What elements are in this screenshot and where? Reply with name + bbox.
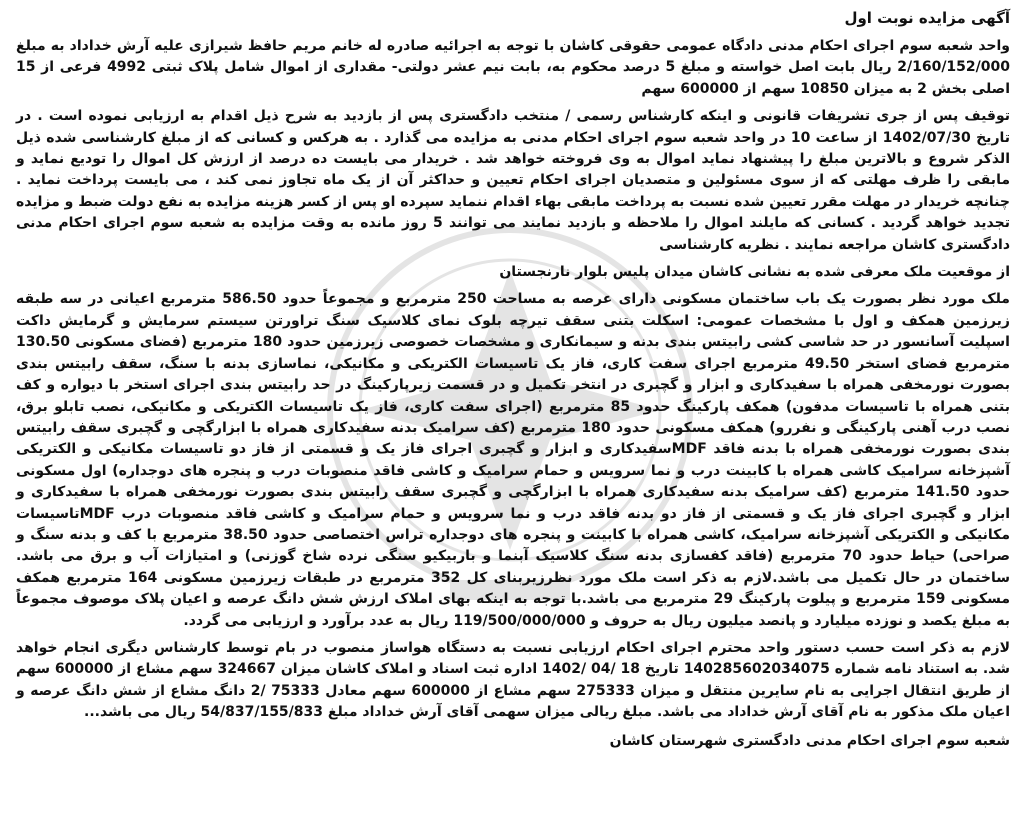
notice-paragraph-intro: واحد شعبه سوم اجرای احکام مدنی دادگاه عمومی حقوقی کاشان با توجه به اجرائیه صادره له خانم مریم حافظ شیرازی علیه آرش خداداد به مبلغ 2/160/152/000 ریال بابت اصل خواسته و مبلغ 5 درصد محکوم به، بابت نیم عشر دولتی- مقداری از اموال شامل پلاک ثبتی 4992 فرعی از 15 اصلی بخش 2 به میزان 10850 سهم از 600000 سهم — [16, 38, 1010, 97]
notice-footer-signature: شعبه سوم اجرای احکام مدنی دادگستری شهرستان کاشان — [609, 732, 1010, 749]
notice-paragraph-auction-terms: توقیف پس از جری تشریفات قانونی و اینکه کارشناس رسمی / منتخب دادگستری پس از بازدید به شرح ذیل اقدام به ارزیابی نموده است . در تاریخ 1402/07/30 از ساعت 10 در واحد شعبه سوم اجرای احکام مدنی به مزایده می گذارد . به هرکس و کسانی که از مبلغ کارشناسی شده ذیل الذکر شروع و بالاترین مبلغ را پیشنهاد نماید اموال به وی فروخته خواهد شد . خریدار می بایست ده درصد از ارزش کل اموال را تودیع نماید و مابقی را ظرف مهلتی که از سوی مسئولین و متصدیان اجرای احکام تعیین و حداکثر آن از یک ماه تجاوز نمی کند ، می بایست پرداخت نماید . چنانچه خریدار در مهلت مقرر تعیین شده نسبت به پرداخت مابقی بهاء اقدام ننماید سپرده او پس از کسر هزینه مزایده به نفع دولت ضبط و مزایده تجدید خواهد گردید . کسانی که مایلند اموال را ملاحظه و بازدید نمایند می توانند 5 روز مانده به وقت مزایده به شعبه سوم اجرای احکام مدنی دادگستری کاشان مراجعه نمایند . نظریه کارشناسی — [16, 108, 1011, 253]
notice-paragraph-location: از موقعیت ملک معرفی شده به نشانی کاشان میدان پلیس بلوار نارنجستان — [499, 264, 1010, 281]
notice-title: آگهی مزایده نوبت اول — [844, 9, 1010, 27]
notice-paragraph-property-description: ملک مورد نظر بصورت یک باب ساختمان مسکونی دارای عرصه به مساحت 250 مترمربع و مجموعاً حدود 586.50 مترمربع اعیانی در سه طبقه زیرزمین همکف و اول با مشخصات عمومی: اسکلت بتنی سقف تیرچه بلوک نمای کلاسیک سنگ تراورتن سیستم سرمایش و گرمایش داکت اسپلیت آسانسور در حد شاسی کشی رابیتس بندی بدنه و سیمانکاری و مشخصات خصوصی زیرزمین حدود 180 مترمربع (فضای مسکونی 130.50 مترمربع فضای استخر 49.50 مترمربع اجرای سفت کاری، فاز یک تاسیسات الکتریکی و مکانیکی، نماسازی بدنه با سنگ، سقف رابیتس بندی بصورت نورمخفی همراه با سفیدکاری و ابزار و گچبری در انتخر تکمیل و در قسمت زیرپارکینگ در حد رابیتس بندی اجرای استخر با دیواره و کف بتنی همراه با تاسیسات مدفون) همکف پارکینگ حدود 85 مترمربع (اجرای سفت کاری، فاز یک تاسیسات الکتریکی و مکانیکی، نصب تابلو برق، نصب درب آهنی پارکینگی و نفررو) همکف مسکونی حدود 180 مترمربع (کف سرامیک بدنه سفیدکاری همراه با ابزارگچی و گچبری سقف رابیتس بندی بصورت نورمخفی همراه با بدنه فاقد MDFسفیدکاری و ابزار و گچبری اجرای فاز یک و قسمتی از فاز دو تاسیسات مکانیکی و الکتریکی آشپزخانه سرامیک کاشی همراه با کابینت درب و نما سرویس و حمام سرامیک و کاشی فاقد منصوبات درب و پنجره های دوجداره) اول مسکونی حدود 141.50 مترمربع (کف سرامیک بدنه سفیدکاری همراه با ابزارگچی و گچبری سقف رابیتس بندی بصورت نورمخفی همراه با سفیدکاری و ابزار و گچبری اجرای فاز یک و قسمتی از فاز دو بدنه فاقد درب و نما سرویس و حمام سرامیک و کاشی فاقد منصوبات درب MDFتاسیسات مکانیکی و الکتریکی آشپزخانه سرامیک، کاشی همراه با کابینت و پنجره های دوجداره تراس اختصاصی حدود 38.50 مترمربع با کف و بدنه سنگ و صراحی) حیاط حدود 70 مترمربع (فاقد کفسازی بدنه سنگ کلاسیک آبنما و باربیکیو سنگی نرده شاخ گوزنی) و امتیازات آب و برق می باشد. ساختمان در حال تکمیل می باشد.لازم به ذکر است ملک مورد نظرزیربنای کل 352 مترمربع در طبقات زیرزمین مسکونی 164 مترمربع همکف مسکونی 159 مترمربع و پیلوت پارکینگ 29 مترمربع می باشد.با توجه به اینکه بهای املاک ارزش شش دانگ عرصه و اعیان پلاک موصوف مجموعاً به مبلغ یکصد و نوزده میلیارد و پانصد میلیون ریال به حروف و 119/500/000/000 ریال به عدد برآورد و ارزیابی می گردد. — [16, 291, 1011, 629]
notice-paragraph-ownership-note: لازم به ذکر است حسب دستور واحد محترم اجرای احکام ارزیابی نسبت به دستگاه هواساز منصوب در بام توسط کارشناس دیگری انجام خواهد شد. به استناد نامه شماره 140285602034075 تاریخ 18 /04 /1402 اداره ثبت اسناد و املاک کاشان میزان 324667 سهم مشاع از 600000 سهم از طریق انتقال اجرایی به نام سایرین منتقل و میزان 275333 سهم مشاع از 600000 سهم معادل 75333 /2 دانگ مشاع از شش دانگ عرصه و اعیان ملک مذکور به نام آقای آرش خداداد می باشد. مبلغ ریالی میزان سهمی آقای آرش خداداد مبلغ 54/837/155/833 ریال می باشد... — [16, 639, 1011, 721]
